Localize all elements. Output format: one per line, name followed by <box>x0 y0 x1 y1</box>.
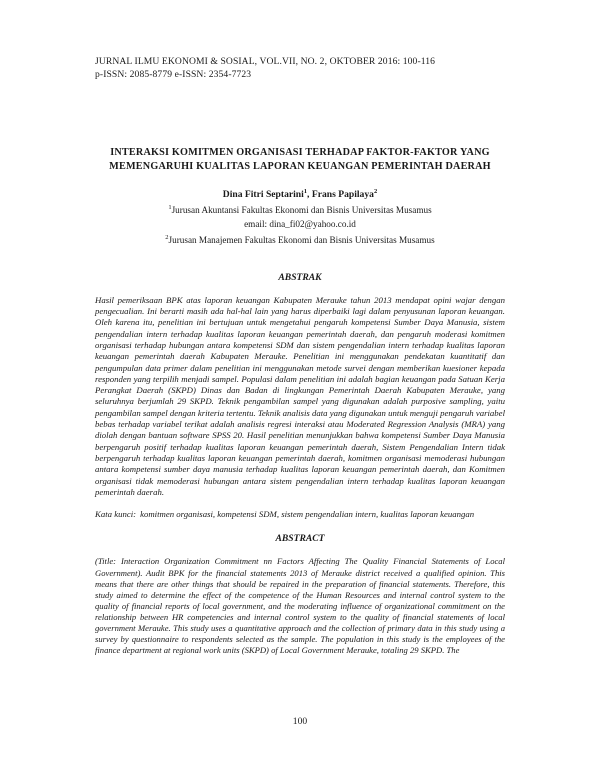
paper-title <box>95 146 505 173</box>
journal-header <box>95 55 505 81</box>
keywords-text: komitmen organisasi, kompetensi SDM, sistem pengendalian intern, kualitas laporan keuangan <box>140 509 475 520</box>
author-list <box>95 185 505 201</box>
page-number: 100 <box>292 716 308 727</box>
journal-issn: p-ISSN: 2085-8779 e-ISSN: 2354-7723 <box>95 69 252 80</box>
author-1-mark: 1 <box>303 188 308 195</box>
abstract-heading: ABSTRACT <box>275 533 325 545</box>
affiliation-2-mark: 2 <box>165 234 169 242</box>
affiliation-2-text: Jurusan Manajemen Fakultas Ekonomi dan Bisnis Universitas Musamus <box>168 235 435 246</box>
keywords-label: Kata kunci: <box>95 509 137 520</box>
affiliation-2 <box>95 231 505 248</box>
author-2-mark: 2 <box>373 188 378 195</box>
author-2: Frans Papilaya <box>311 189 374 201</box>
author-separator: , <box>307 189 312 201</box>
author-email: email: dina_fi02@yahoo.co.id <box>244 218 356 229</box>
affiliations <box>95 201 505 248</box>
abstrak-text: Hasil pemeriksaan BPK atas laporan keuangan Kabupaten Merauke tahun 2013 mendapat opini wajar dengan pengecualian. Ini berarti masih ada hal-hal lain yang harus diperbaiki lagi dalam penyusunan laporan keuangan. Oleh karena itu, penelitian ini bertujuan untuk mengetahui pengaruh kompetensi Sumber Daya Manusia, sistem pengendalian intern terhadap kualitas laporan keuangan pemerintah daerah, dan pengaruh moderasi komitmen organisasi terhadap hubungan antara kompetensi SDM dan sistem pengendalian intern terhadap kualitas laporan keuangan pemerintah daerah Kabupaten Merauke. Penelitian ini menggunakan pendekatan kuantitatif dan pengumpulan data primer dalam penelitian ini menggunakan metode survei dengan memberikan kuesioner kepada responden yang terpilih menjadi sampel. Populasi dalam penelitian ini adalah bagian keuangan pada Satuan Kerja Perangkat Daerah (SKPD) Dinas dan Badan di lingkungan Pemerintah Daerah Kabupaten Merauke, yang seluruhnya berjumlah 29 SKPD. Teknik pengambilan sampel yang digunakan adalah purposive sampling, yaitu pengambilan sampel dengan kriteria tertentu. Teknik analisis data yang digunakan untuk menguji pengaruh variabel bebas terhadap variabel terikat adalah analisis regresi interaksi atau Moderated Regression Analysis (MRA) yang diolah dengan bantuan software SPSS 20. Hasil penelitian menunjukkan bahwa kompetensi Sumber Daya Manusia berpengaruh positif terhadap kualitas laporan keuangan pemerintah daerah, Sistem Pengendalian Intern tidak berpengaruh terhadap kualitas laporan keuangan pemerintah daerah, komitmen organisasi memoderasi hubungan antara kompetensi sumber daya manusia terhadap kualitas laporan keuangan pemerintah daerah, dan Komitmen organisasi tidak memoderasi hubungan antara sistem pengendalian intern terhadap kualitas laporan keuangan pemerintah daerah. <box>95 294 505 497</box>
affiliation-1 <box>95 201 505 218</box>
title-line-2: MEMENGARUHI KUALITAS LAPORAN KEUANGAN PEMERINTAH DAERAH <box>109 160 491 172</box>
title-line-1: INTERAKSI KOMITMEN ORGANISASI TERHADAP FAKTOR-FAKTOR YANG <box>110 147 490 158</box>
abstract-text: (Title: Interaction Organization Commitment nn Factors Affecting The Quality Financial Statements of Local Government). Audit BPK for the financial statements 2013 of Merauke district received a qualified opinion. This means that there are other things that should be repaired in the preparation of financial statements. Therefore, this study aimed to determine the effect of the competence of the Human Resources and internal control system to the quality of financial reports of local government, and the moderating influence of organizational commitment on the relationship between HR competencies and internal control system to the quality of financial statements of local government Merauke. This study uses a quantitative approach and the collection of primary data in this study using a survey by questionnaire to respondents selected as the sample. The population in this study is the employees of the finance department at regional work units (SKPD) of Local Government Merauke, totaling 29 SKPD. The <box>95 556 505 656</box>
journal-citation: JURNAL ILMU EKONOMI & SOSIAL, VOL.VII, NO. 2, OKTOBER 2016: 100-116 <box>95 56 436 67</box>
affiliation-1-mark: 1 <box>168 204 172 212</box>
abstrak-heading: ABSTRAK <box>278 271 322 283</box>
affiliation-1-text: Jurusan Akuntansi Fakultas Ekonomi dan Bisnis Universitas Musamus <box>171 205 432 216</box>
author-1: Dina Fitri Septarini <box>222 189 304 201</box>
keywords <box>95 509 505 520</box>
